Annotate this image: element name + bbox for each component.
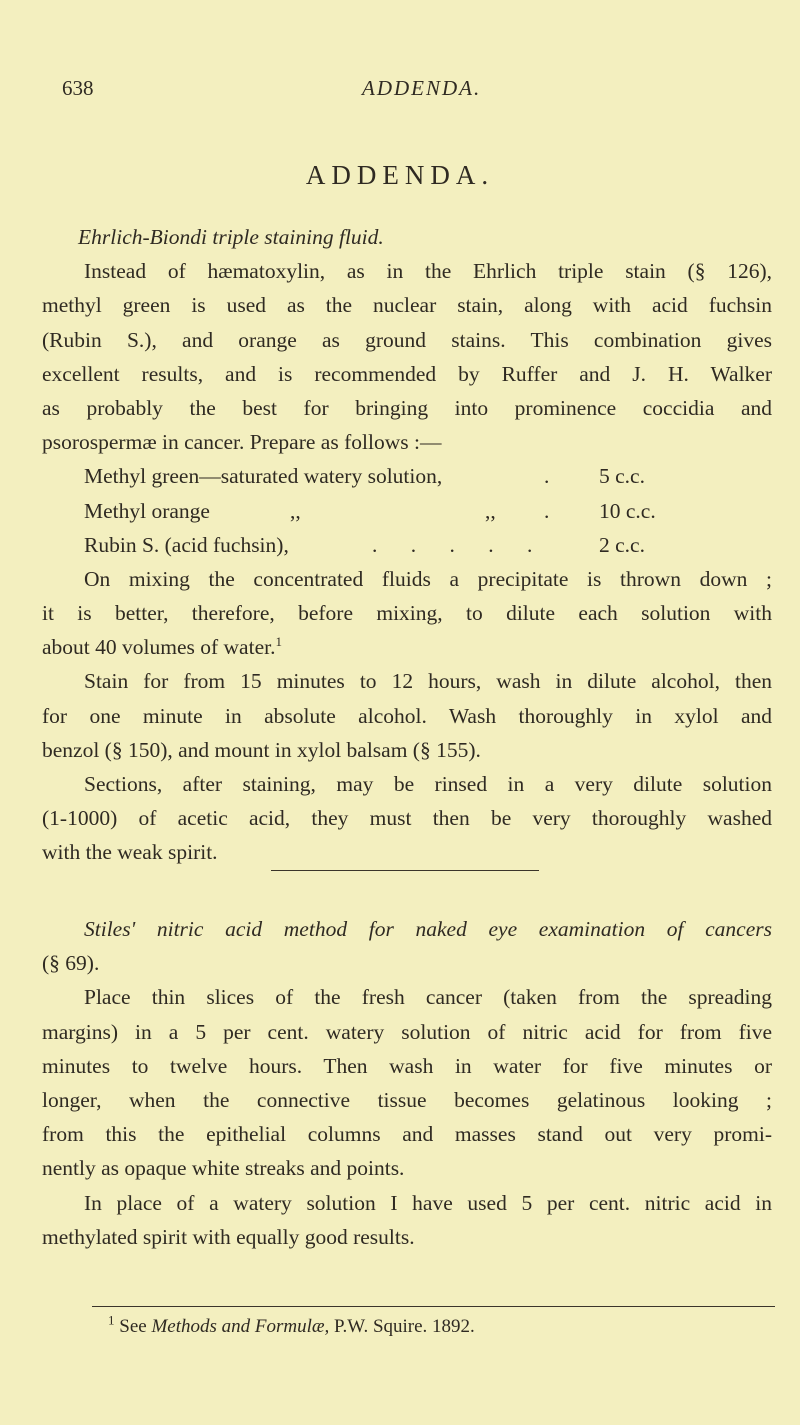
recipe-row <box>42 459 772 493</box>
text-line: Stain for from 15 minutes to 12 hours, wash in dilute alcohol, then <box>84 669 772 694</box>
text-line <box>42 630 772 664</box>
text-line: excellent results, and is recommended by Ruffer and J. H. Walker <box>42 361 772 386</box>
ditto-mark: ,, <box>290 498 301 523</box>
page-number: 638 <box>62 76 94 100</box>
recipe-row <box>42 528 772 562</box>
text-line: for one minute in absolute alcohol. Wash thoroughly in xylol and <box>42 703 772 728</box>
section-ehrlich-biondi <box>42 220 772 870</box>
footnote-rule <box>92 1306 775 1307</box>
text-line: methyl green is used as the nuclear stain, along with acid fuchsin <box>42 293 772 318</box>
section-heading-ref: (§ 69). <box>42 951 100 976</box>
recipe-quantity: 10 c.c. <box>599 498 656 523</box>
recipe-leader: . . . . . <box>372 532 547 557</box>
text-line: it is better, therefore, before mixing, to dilute each solution with <box>42 601 772 626</box>
section-stiles-method <box>42 912 772 1254</box>
text-line: minutes to twelve hours. Then wash in water for five minutes or <box>42 1053 772 1078</box>
recipe-leader: . <box>544 498 550 523</box>
footnote-marker: 1 <box>275 634 282 650</box>
footnote <box>108 1312 475 1338</box>
section-heading: Ehrlich-Biondi triple staining fluid. <box>78 225 384 249</box>
text-line: methylated spirit with equally good results. <box>42 1224 415 1249</box>
recipe-label: Rubin S. (acid fuchsin), <box>84 532 289 557</box>
recipe-label: Methyl green—saturated watery solution, <box>84 464 443 489</box>
text-line: longer, when the connective tissue becomes gelatinous looking ; <box>42 1087 772 1112</box>
text-line: nently as opaque white streaks and points. <box>42 1156 405 1181</box>
text-line: In place of a watery solution I have used 5 per cent. nitric acid in <box>84 1190 772 1215</box>
text-line: Place thin slices of the fresh cancer (taken from the spreading <box>84 985 772 1010</box>
ditto-mark: ,, <box>485 498 496 523</box>
text-line: margins) in a 5 per cent. watery solution of nitric acid for from five <box>42 1019 772 1044</box>
text-line: (1-1000) of acetic acid, they must then be very thoroughly washed <box>42 806 772 831</box>
text-span: about 40 volumes of water. <box>42 635 276 660</box>
text-line: Sections, after staining, may be rinsed in a very dilute solution <box>84 772 772 796</box>
page-header <box>62 76 762 106</box>
recipe-label: Methyl orange <box>84 498 210 523</box>
text-line: Instead of hæmatoxylin, as in the Ehrlich triple stain (§ 126), <box>84 259 772 284</box>
recipe-row <box>42 494 772 528</box>
recipe-quantity: 5 c.c. <box>599 464 645 489</box>
text-line: with the weak spirit. <box>42 840 218 865</box>
footnote-mark: 1 <box>108 1312 115 1328</box>
text-line: psorospermæ in cancer. Prepare as follows :— <box>42 430 442 455</box>
footnote-title: Methods and Formulæ, <box>151 1316 330 1337</box>
footnote-prefix: See <box>119 1316 147 1337</box>
text-line: (Rubin S.), and orange as ground stains. This combination gives <box>42 327 772 352</box>
recipe-quantity: 2 c.c. <box>599 532 645 557</box>
text-line: from this the epithelial columns and masses stand out very promi- <box>42 1122 772 1147</box>
page-title: ADDENDA. <box>305 160 495 190</box>
footnote-rest: P.W. Squire. 1892. <box>334 1316 475 1337</box>
recipe-leader: . <box>544 464 550 489</box>
text-line: benzol (§ 150), and mount in xylol balsam (§ 155). <box>42 737 481 762</box>
section-heading: Stiles' nitric acid method for naked eye examination of cancers <box>84 917 772 941</box>
running-head: ADDENDA. <box>362 76 482 100</box>
section-divider <box>271 870 539 871</box>
text-line: On mixing the concentrated fluids a precipitate is thrown down ; <box>84 566 772 591</box>
text-line: as probably the best for bringing into prominence coccidia and <box>42 395 772 420</box>
